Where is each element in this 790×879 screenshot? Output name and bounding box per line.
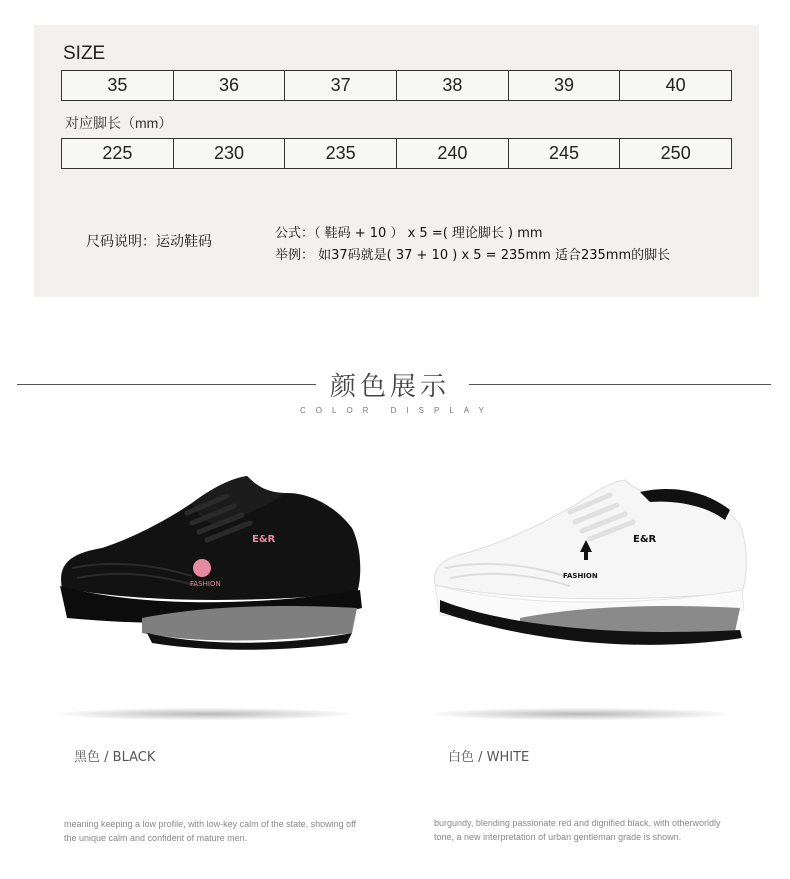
size-chart-panel (34, 25, 759, 297)
size-note-title: 尺码说明：运动鞋码 (86, 234, 212, 250)
foot-length-cell: 245 (509, 139, 621, 168)
foot-length-row (61, 138, 732, 169)
size-cell: 39 (509, 71, 621, 100)
black-shoe-brand-mark: E&R (252, 534, 276, 545)
black-color-label: 黑色 / BLACK (74, 750, 156, 765)
size-cell: 35 (62, 71, 174, 100)
black-shoe-shadow (60, 708, 350, 720)
divider-right (469, 384, 771, 385)
divider-left (17, 384, 316, 385)
foot-length-cell: 235 (285, 139, 397, 168)
size-cell: 40 (665, 75, 686, 95)
heading-english: COLOR DISPLAY (300, 406, 494, 415)
size-row (61, 70, 732, 101)
color-display-heading (0, 360, 790, 420)
white-color-label: 白色 / WHITE (448, 750, 530, 765)
white-shoe-image (430, 470, 750, 660)
size-cell: 37 (285, 71, 397, 100)
black-shoe-logo-text: FASHION (190, 580, 221, 588)
size-cell: 36 (174, 71, 286, 100)
white-shoe-brand-mark: E&R (633, 534, 657, 545)
formula-line: 公式：（ 鞋码 + 10 ） x 5 =( 理论脚长 ) mm (275, 226, 543, 241)
size-label: SIZE (63, 43, 106, 64)
size-formula (275, 223, 670, 267)
white-description: burgundy, blending passionate red and dignified black, with otherworldly tone, a new interpretation of urban gentleman grade is shown. (434, 818, 721, 842)
white-shoe-shadow (432, 708, 728, 720)
foot-length-cell: 250 (660, 143, 691, 163)
formula-example-line: 举例： 如37码就是( 37 + 10 ) x 5 = 235mm 适合235mm的脚长 (275, 248, 671, 263)
black-shoe-image (52, 468, 364, 653)
foot-length-label: 对应脚长（mm） (65, 115, 173, 131)
white-shoe-logo-text: FASHION (563, 572, 598, 580)
foot-length-cell: 225 (62, 139, 174, 168)
foot-length-cell: 240 (397, 139, 509, 168)
black-description: meaning keeping a low profile, with low-key calm of the state, showing off the unique calm and confident of mature men. (64, 819, 356, 843)
foot-length-cell: 230 (174, 139, 286, 168)
size-cell: 38 (397, 71, 509, 100)
heading-chinese: 颜色展示 (330, 372, 451, 402)
